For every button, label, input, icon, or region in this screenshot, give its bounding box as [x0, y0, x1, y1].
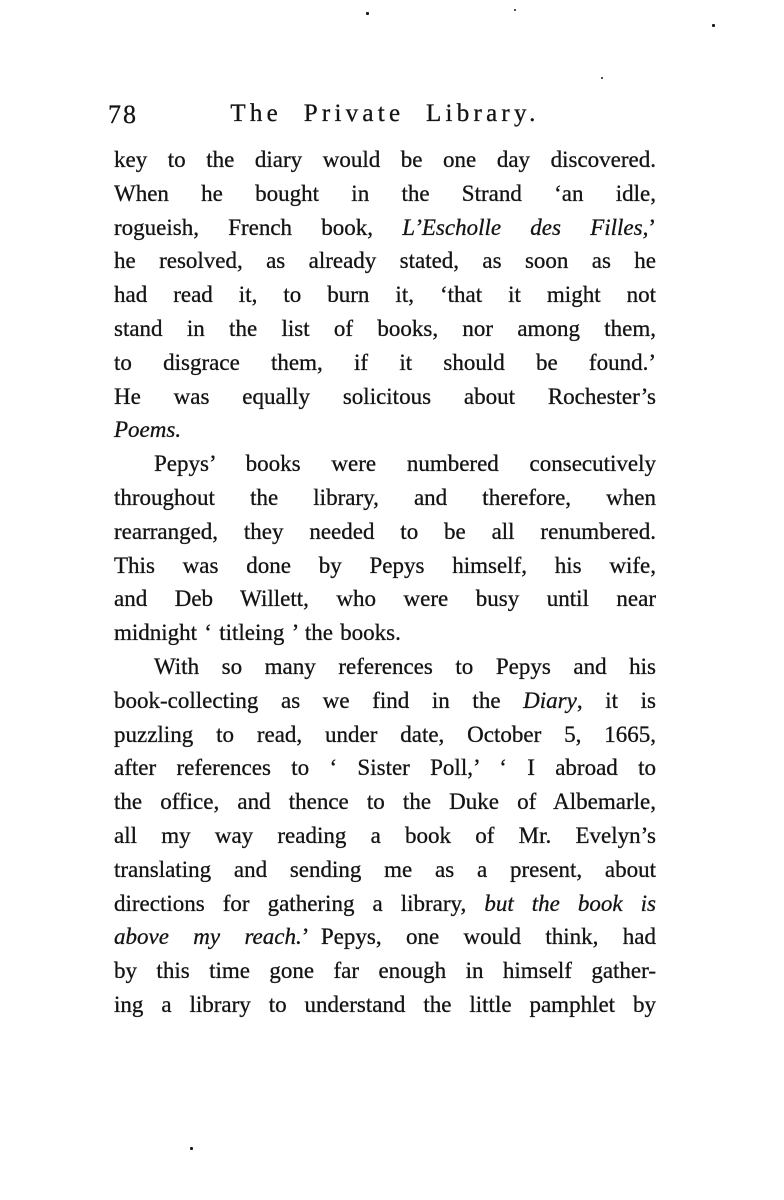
text-line	[114, 278, 656, 312]
body-text: and Deb Willett, who were busy until near	[114, 586, 656, 612]
text-line	[114, 887, 656, 921]
body-text: With so many references to Pepys and his	[154, 653, 656, 679]
page-title: The Private Library.	[230, 100, 540, 127]
body-text: ing a library to understand the little pamphlet by	[114, 991, 656, 1017]
body-text: This was done by Pepys himself, his wife,	[114, 552, 656, 578]
body-text: translating and sending me as a present, about	[114, 856, 656, 882]
text-line	[114, 920, 656, 954]
text-block	[114, 143, 656, 1022]
text-line	[114, 718, 656, 752]
text-line	[114, 650, 656, 684]
body-text: all my way reading a book of Mr. Evelyn’s	[114, 822, 656, 848]
italic-text: L’Escholle des Filles,	[402, 214, 649, 240]
scan-speck	[514, 9, 516, 11]
body-text: book-collecting as we find in the	[114, 687, 524, 713]
text-line	[114, 819, 656, 853]
text-line	[114, 244, 656, 278]
body-text: midnight ‘ titleing ’ the books.	[114, 620, 401, 646]
body-text: key to the diary would be one day discovered.	[114, 147, 656, 172]
scan-speck	[366, 12, 369, 15]
paragraph	[114, 143, 656, 447]
body-text: stand in the list of books, nor among them,	[114, 315, 656, 341]
text-line	[114, 853, 656, 887]
text-line	[114, 954, 656, 988]
body-text: ’	[648, 214, 656, 240]
text-line	[114, 143, 656, 177]
paragraph	[114, 447, 656, 650]
scan-speck	[712, 24, 715, 27]
italic-text: above my reach.	[114, 924, 302, 950]
body-text: Pepys’ books were numbered consecutively	[154, 451, 656, 477]
text-line	[114, 413, 656, 447]
text-line	[114, 515, 656, 549]
text-line	[114, 549, 656, 583]
italic-text: Diary	[523, 687, 577, 713]
page-number: 78	[108, 100, 138, 129]
body-text: directions for gathering a library,	[114, 890, 485, 916]
body-text: had read it, to burn it, ‘that it might not	[114, 282, 656, 308]
body-text: ’ Pepys, one would think, had	[301, 924, 656, 950]
body-text: after references to ‘ Sister Poll,’ ‘ I abroad to	[114, 755, 656, 781]
text-line	[114, 785, 656, 819]
text-line	[114, 211, 656, 245]
body-text: When he bought in the Strand ‘an idle,	[114, 180, 656, 206]
text-line	[114, 751, 656, 785]
body-text: puzzling to read, under date, October 5, 1665,	[114, 721, 656, 747]
text-line	[114, 481, 656, 515]
text-line	[114, 312, 656, 346]
body-text: , it is	[576, 687, 656, 713]
italic-text: Poems.	[114, 417, 182, 443]
text-line	[114, 380, 656, 414]
body-text: rearranged, they needed to be all renumbered.	[114, 518, 656, 544]
text-line	[114, 346, 656, 380]
paragraph	[114, 650, 656, 1022]
text-line	[114, 177, 656, 211]
text-line	[114, 988, 656, 1022]
body-text: by this time gone far enough in himself gather-	[114, 958, 656, 984]
text-line	[114, 582, 656, 616]
text-line	[114, 684, 656, 718]
body-text: rogueish, French book,	[114, 214, 403, 240]
body-text: to disgrace them, if it should be found.’	[114, 349, 656, 375]
body-text: throughout the library, and therefore, when	[114, 484, 656, 510]
body-text: He was equally solicitous about Rochester’s	[114, 383, 656, 409]
body-text: he resolved, as already stated, as soon as he	[114, 248, 656, 274]
text-line	[114, 616, 656, 650]
body-text: the office, and thence to the Duke of Albemarle,	[114, 789, 656, 815]
text-line	[114, 447, 656, 481]
running-header	[108, 100, 656, 134]
scan-speck	[190, 1147, 193, 1150]
italic-text: but the book is	[484, 890, 656, 916]
scan-speck	[601, 77, 603, 79]
